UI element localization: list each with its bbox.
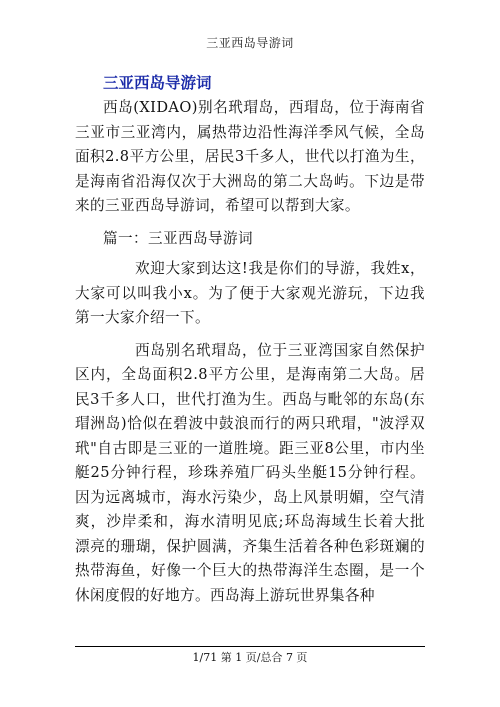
welcome-paragraph: 欢迎大家到达这!我是你们的导游，我姓x，大家可以叫我小x。为了便于大家观光游玩，下边我第一大家介绍一下。	[75, 260, 425, 326]
page-number: 1/71 第 1 页/总合 7 页	[192, 651, 308, 664]
section-heading: 篇一：三亚西岛导游词	[103, 229, 253, 247]
document-title: 三亚西岛导游词	[103, 73, 212, 92]
document-body	[75, 70, 425, 608]
intro-paragraph: 西岛(XIDAO)别名玳瑁岛，西瑁岛，位于海南省三亚市三亚湾内，属热带边沿性海洋季风气候，全岛面积2.8平方公里，居民3千多人，世代以打渔为生，是海南省沿海仅次于大洲岛的第二大岛屿。下边是带来的三亚西岛导游词，希望可以帮到大家。	[75, 99, 425, 214]
footer-divider	[75, 646, 425, 647]
running-header: 三亚西岛导游词	[206, 36, 294, 50]
description-paragraph: 西岛别名玳瑁岛，位于三亚湾国家自然保护区内，全岛面积2.8平方公里，是海南第二大岛。居民3千多人口，世代打渔为生。西岛与毗邻的东岛(东瑁洲岛)恰似在碧波中鼓浪而行的两只玳瑁，"波浮双玳"自古即是三亚的一道胜境。距三亚8公里，市内坐艇25分钟行程，珍珠养殖厂码头坐艇15分钟行程。因为远离城市，海水污染少，岛上风景明媚，空气清爽，沙岸柔和，海水清明见底;环岛海域生长着大批漂亮的珊瑚，保护圆满，齐集生活着各种色彩斑斓的热带海鱼，好像一个巨大的热带海洋生态圈，是一个休闲度假的好地方。西岛海上游玩世界集各种	[75, 341, 425, 604]
